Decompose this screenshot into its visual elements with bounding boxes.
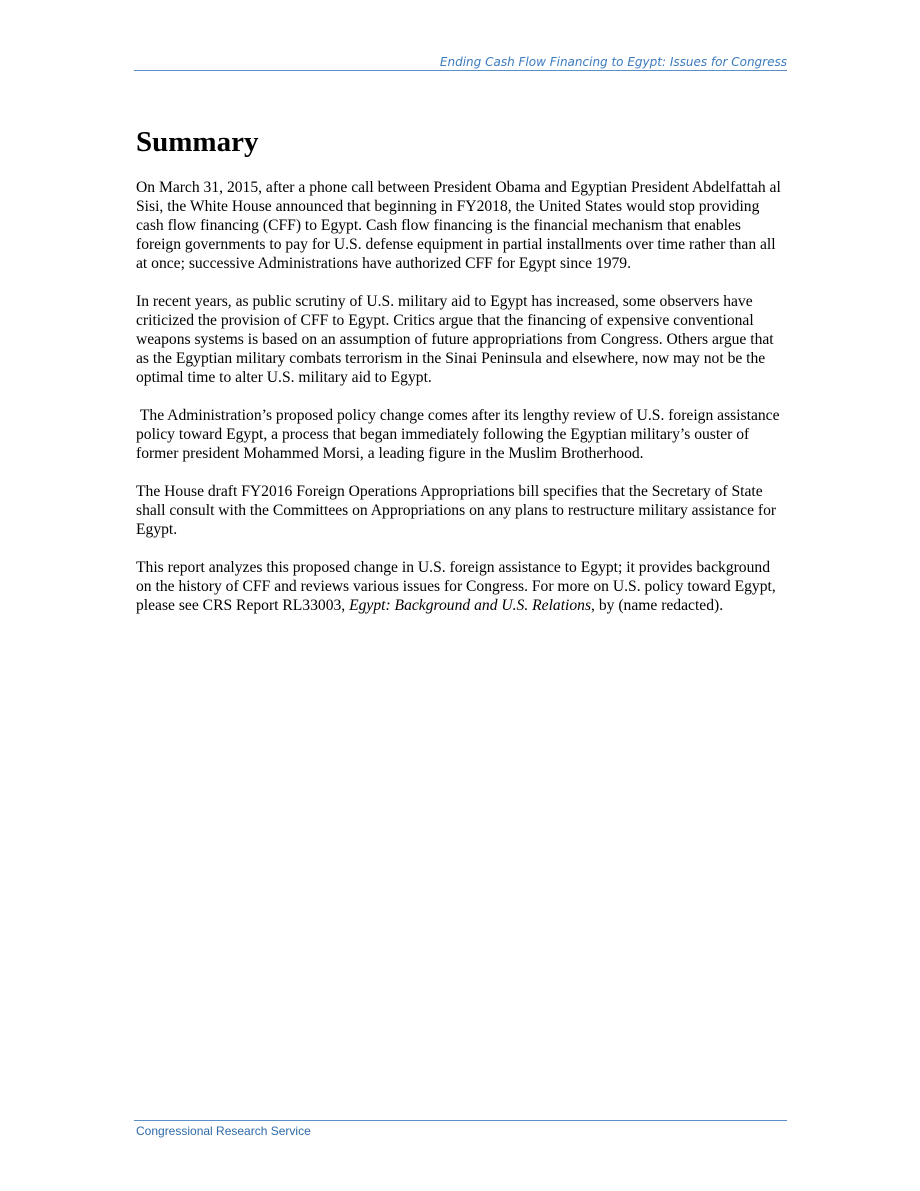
running-header-title: Ending Cash Flow Financing to Egypt: Issues for Congress [439,55,787,69]
report-title-citation: Egypt: Background and U.S. Relations [349,597,592,614]
header-divider [134,70,787,71]
paragraph-3: The Administration’s proposed policy change comes after its lengthy review of U.S. foreign assistance policy toward Egypt, a process that began immediately following the Egyptian military’s ouster of former president Mohammed Morsi, a leading figure in the Muslim Brotherhood. [136,407,784,462]
paragraph-5-tail: , by (name redacted). [591,597,724,614]
paragraph-5-text: This report analyzes this proposed change in U.S. foreign assistance to Egypt; it provides background on the history of CFF and reviews various issues for Congress. For more on U.S. policy toward Egypt, please see CRS Report RL33003, [136,559,776,614]
paragraph-1: On March 31, 2015, after a phone call between President Obama and Egyptian President Abdelfattah al Sisi, the White House announced that beginning in FY2018, the United States would stop providing cash flow financing (CFF) to Egypt. Cash flow financing is the financial mechanism that enables foreign governments to pay for U.S. defense equipment in partial installments over time rather than all at once; successive Administrations have authorized CFF for Egypt since 1979. [136,179,781,272]
paragraph-2: In recent years, as public scrutiny of U.S. military aid to Egypt has increased, some observers have criticized the provision of CFF to Egypt. Critics argue that the financing of expensive conventional weapons systems is based on an assumption of future appropriations from Congress. Others argue that as the Egyptian military combats terrorism in the Sinai Peninsula and elsewhere, now may not be the optimal time to alter U.S. military aid to Egypt. [136,293,774,386]
page-title: Summary [136,126,259,158]
paragraph-5 [136,558,788,615]
summary-body [136,178,788,634]
footer-divider [134,1120,787,1121]
footer-publisher: Congressional Research Service [136,1124,311,1138]
paragraph-4: The House draft FY2016 Foreign Operations Appropriations bill specifies that the Secretary of State shall consult with the Committees on Appropriations on any plans to restructure military assistance for Egypt. [136,483,777,538]
